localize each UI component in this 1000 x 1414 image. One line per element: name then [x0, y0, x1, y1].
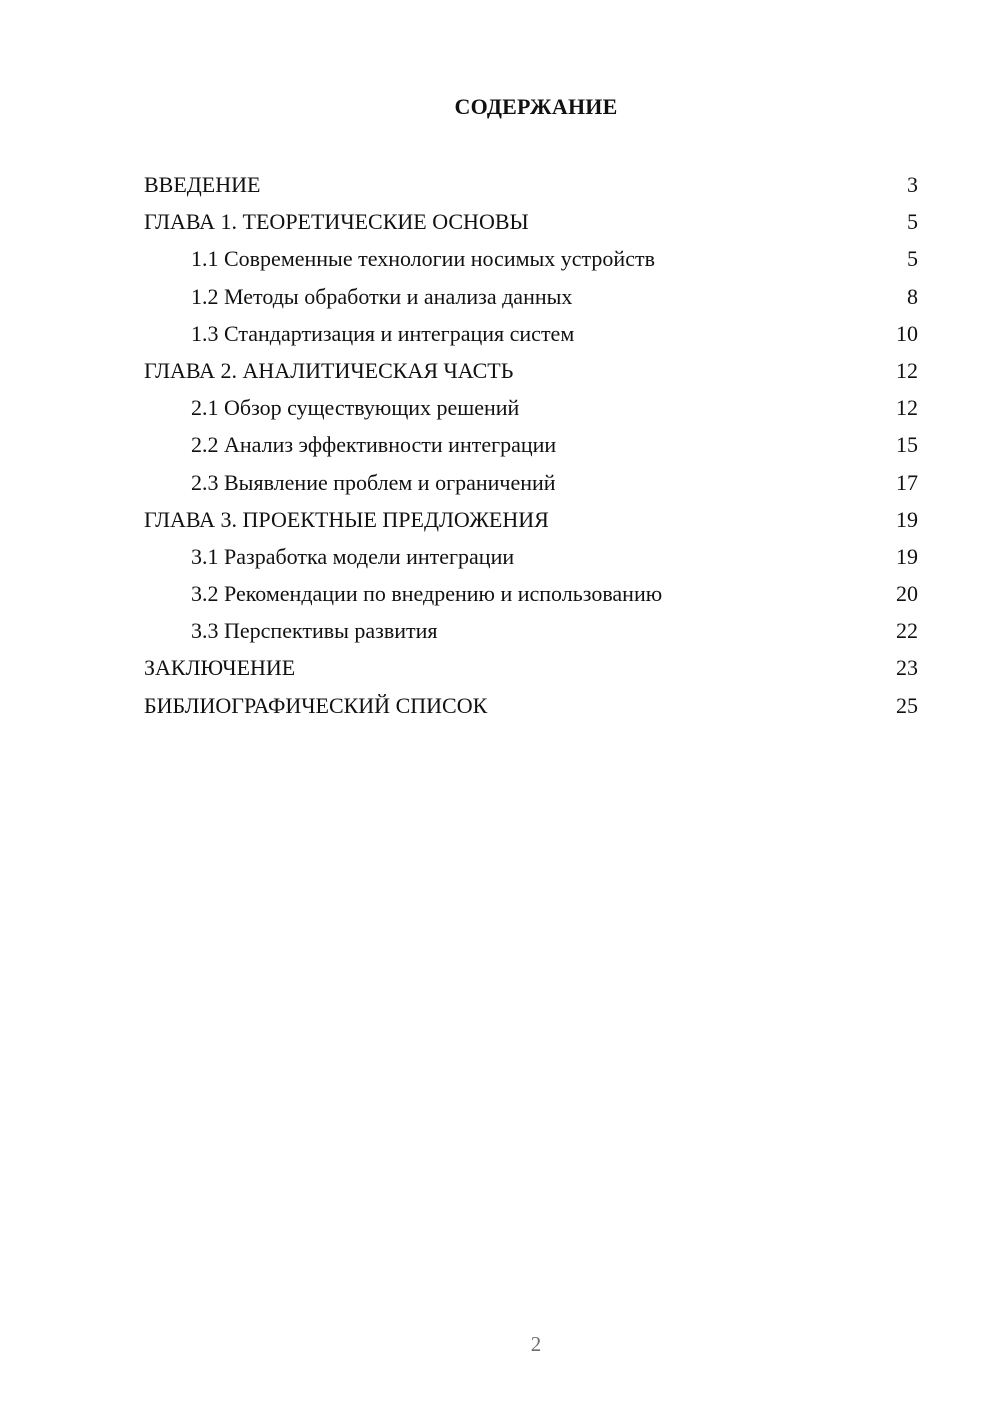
- toc-entry-page: 20: [896, 581, 918, 607]
- toc-entry-label: 1.3 Стандартизация и интеграция систем: [191, 320, 575, 346]
- page-number: 2: [530, 1332, 542, 1356]
- table-of-contents: [144, 166, 918, 724]
- toc-entry-page: 23: [896, 655, 918, 681]
- toc-entry-label: 1.1 Современные технологии носимых устройств: [191, 246, 655, 272]
- toc-entry-page: 5: [907, 246, 918, 272]
- toc-entry-label: ГЛАВА 1. ТЕОРЕТИЧЕСКИЕ ОСНОВЫ: [144, 209, 529, 235]
- toc-entry-page: 25: [896, 692, 918, 718]
- toc-entry-page: 12: [896, 395, 918, 421]
- toc-entry-label: 3.2 Рекомендации по внедрению и использованию: [191, 581, 663, 607]
- toc-entry-section-3-2[interactable]: [144, 575, 918, 612]
- toc-entry-label: 3.1 Разработка модели интеграции: [191, 543, 515, 569]
- toc-entry-label: 2.2 Анализ эффективности интеграции: [191, 432, 557, 458]
- toc-entry-page: 19: [896, 543, 918, 569]
- toc-entry-page: 15: [896, 432, 918, 458]
- toc-entry-conclusion[interactable]: [144, 649, 918, 686]
- toc-entry-introduction[interactable]: [144, 166, 918, 203]
- toc-entry-page: 3: [907, 172, 918, 197]
- page-title: СОДЕРЖАНИЕ: [454, 94, 618, 119]
- toc-entry-label: 2.3 Выявление проблем и ограничений: [191, 469, 556, 495]
- toc-entry-label: 1.2 Методы обработки и анализа данных: [191, 283, 573, 309]
- toc-entry-section-2-2[interactable]: [144, 426, 918, 463]
- toc-entry-section-2-1[interactable]: [144, 389, 918, 426]
- toc-entry-label: 2.1 Обзор существующих решений: [191, 395, 520, 421]
- toc-entry-section-3-3[interactable]: [144, 612, 918, 649]
- toc-entry-label: ГЛАВА 3. ПРОЕКТНЫЕ ПРЕДЛОЖЕНИЯ: [144, 506, 549, 532]
- toc-entry-chapter-3[interactable]: [144, 501, 918, 538]
- toc-entry-label: 3.3 Перспективы развития: [191, 618, 438, 644]
- toc-entry-section-1-1[interactable]: [144, 240, 918, 277]
- toc-entry-section-2-3[interactable]: [144, 464, 918, 501]
- toc-entry-page: 8: [907, 283, 918, 309]
- toc-entry-label: ЗАКЛЮЧЕНИЕ: [144, 655, 296, 681]
- toc-entry-section-1-2[interactable]: [144, 278, 918, 315]
- toc-entry-chapter-1[interactable]: [144, 203, 918, 240]
- toc-entry-label: ГЛАВА 2. АНАЛИТИЧЕСКАЯ ЧАСТЬ: [144, 357, 514, 383]
- toc-entry-page: 19: [896, 506, 918, 532]
- toc-entry-section-1-3[interactable]: [144, 315, 918, 352]
- toc-entry-label: ВВЕДЕНИЕ: [144, 172, 261, 197]
- toc-entry-page: 12: [896, 357, 918, 383]
- toc-entry-page: 5: [907, 209, 918, 235]
- toc-entry-page: 10: [896, 320, 918, 346]
- toc-entry-page: 22: [896, 618, 918, 644]
- toc-entry-label: БИБЛИОГРАФИЧЕСКИЙ СПИСОК: [144, 692, 488, 718]
- toc-entry-chapter-2[interactable]: [144, 352, 918, 389]
- toc-entry-section-3-1[interactable]: [144, 538, 918, 575]
- toc-entry-page: 17: [896, 469, 918, 495]
- toc-entry-bibliography[interactable]: [144, 687, 918, 724]
